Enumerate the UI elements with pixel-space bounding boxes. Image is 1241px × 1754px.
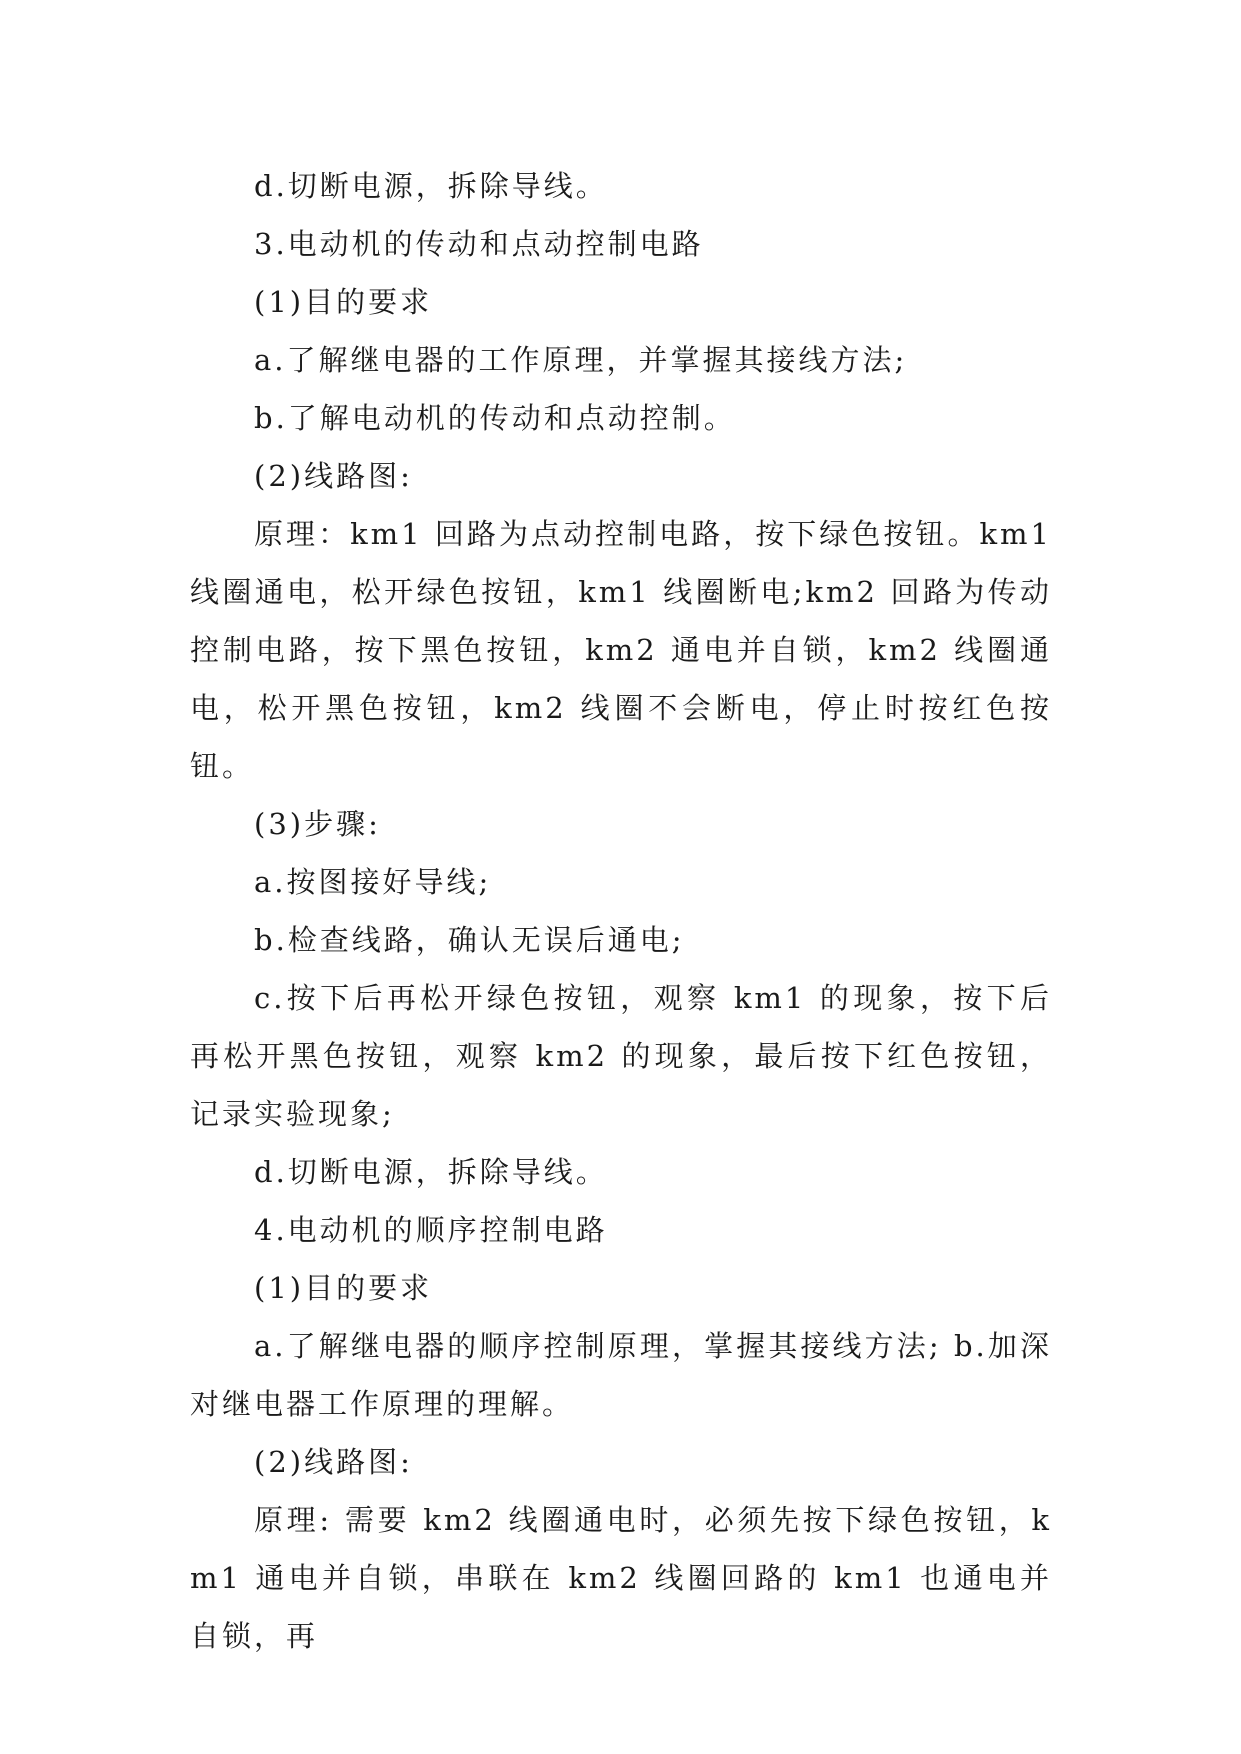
subheading-purpose: (1)目的要求 <box>254 1271 433 1305</box>
subheading-purpose: (1)目的要求 <box>254 285 433 319</box>
list-item: a.了解继电器的工作原理，并掌握其接线方法; <box>254 343 908 377</box>
subheading-steps: (3)步骤: <box>254 807 381 841</box>
subheading-circuit-diagram: (2)线路图: <box>254 459 413 493</box>
list-item: b.检查线路，确认无误后通电; <box>254 923 685 957</box>
section-heading-4: 4.电动机的顺序控制电路 <box>254 1213 608 1247</box>
section-heading-3: 3.电动机的传动和点动控制电路 <box>254 227 704 261</box>
list-item: a.了解继电器的顺序控制原理，掌握其接线方法; b.加深对继电器工作原理的理解。 <box>190 1329 1052 1421</box>
list-item: d.切断电源，拆除导线。 <box>254 1155 608 1189</box>
paragraph-principle: 原理：km1 回路为点动控制电路，按下绿色按钮。km1 线圈通电，松开绿色按钮，km1 线圈断电;km2 回路为传动控制电路，按下黑色按钮，km2 通电并自锁，km2 线圈通电，松开黑色按钮，km2 线圈不会断电，停止时按红色按钮。 <box>190 517 1052 783</box>
paragraph-step-d-disconnect: d.切断电源，拆除导线。 <box>254 169 608 203</box>
list-item: a.按图接好导线; <box>254 865 492 899</box>
list-item: b.了解电动机的传动和点动控制。 <box>254 401 736 435</box>
subheading-circuit-diagram: (2)线路图: <box>254 1445 413 1479</box>
document-body <box>190 157 1052 1665</box>
list-item: c.按下后再松开绿色按钮，观察 km1 的现象，按下后再松开黑色按钮，观察 km2 的现象，最后按下红色按钮，记录实验现象; <box>190 981 1052 1131</box>
paragraph-principle: 原理: 需要 km2 线圈通电时，必须先按下绿色按钮，km1 通电并自锁，串联在 km2 线圈回路的 km1 也通电并自锁，再 <box>190 1503 1052 1653</box>
